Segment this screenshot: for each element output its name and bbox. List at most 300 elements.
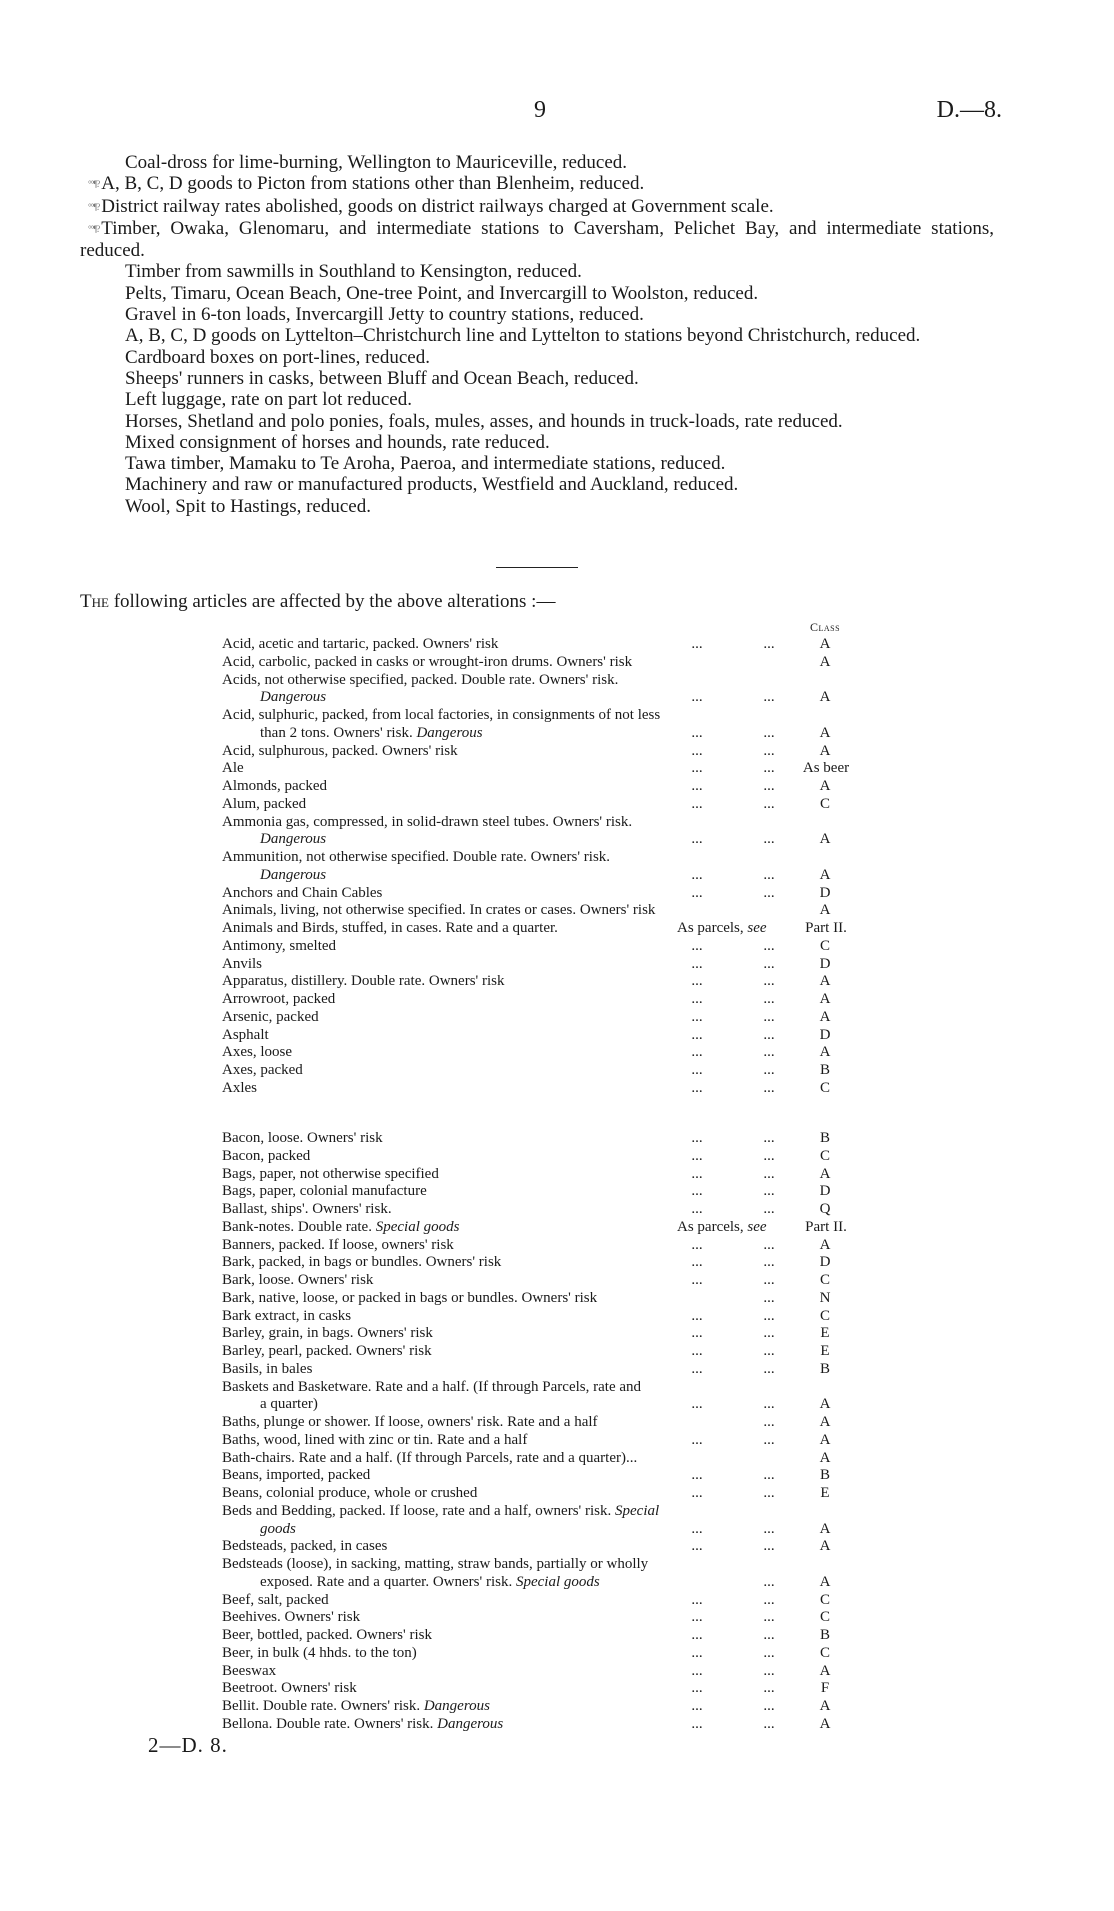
article-text: Acid, sulphurous, packed. Owners' risk (222, 742, 458, 759)
class-value: C (819, 937, 830, 954)
article-text: Dangerous (260, 866, 327, 883)
table-row (222, 760, 854, 778)
article-text: Bark extract, in casks (222, 1307, 352, 1324)
alteration-text: Timber from sawmills in Southland to Kensington, reduced. (125, 261, 582, 283)
article-text: Beehives. Owners' risk (222, 1609, 361, 1626)
article-text: Animals and Birds, stuffed, in cases. Rate and a quarter. (222, 920, 558, 936)
leader-dots: ... (691, 1236, 703, 1253)
class-value: F (820, 1680, 830, 1697)
article-text: Bacon, packed (222, 1147, 311, 1164)
article-name (222, 1716, 503, 1734)
leader-dots: ... (763, 1008, 775, 1025)
leader-dots: ... (691, 831, 703, 848)
alteration-item (80, 196, 994, 218)
class-value: C (819, 1079, 830, 1096)
table-row (222, 973, 854, 991)
leader-dots: ... (763, 1662, 775, 1679)
table-row (222, 867, 854, 885)
table-row (222, 725, 854, 743)
rate-note-see: see (747, 920, 767, 936)
alteration-item (80, 347, 994, 368)
article-text: Bank-notes. Double rate. (222, 1218, 372, 1235)
alteration-text: Left luggage, rate on part lot reduced. (125, 389, 412, 411)
table-row (222, 849, 854, 867)
article-name (222, 991, 335, 1009)
rate-note-text: As parcels, (677, 1218, 744, 1235)
leader-dots: ... (691, 884, 703, 901)
leader-dots: ... (763, 1289, 775, 1306)
table-row (222, 1467, 854, 1485)
leader-dots: ... (691, 1644, 703, 1661)
alteration-text: Tawa timber, Mamaku to Te Aroha, Paeroa, and intermediate stations, reduced. (125, 453, 726, 475)
class-value: C (819, 795, 830, 812)
table-row (222, 1237, 854, 1255)
leader-dots: ... (691, 1485, 703, 1501)
table-row (222, 902, 854, 920)
article-name (222, 760, 244, 778)
class-value: C (819, 1591, 830, 1608)
alteration-text: Mixed consignment of horses and hounds, rate reduced. (125, 431, 550, 453)
table-row (222, 1574, 854, 1592)
leader-dots: ... (763, 1538, 775, 1555)
margin-flag: °°¶? (88, 223, 100, 234)
leader-dots: ... (691, 1044, 703, 1061)
leader-dots: ... (691, 937, 703, 954)
table-row (222, 831, 854, 849)
table-row (222, 1680, 854, 1698)
article-text: Basils, in bales (222, 1360, 313, 1377)
article-name (222, 672, 618, 690)
alteration-text: Coal-dross for lime-burning, Wellington to Mauriceville, reduced. (125, 152, 628, 173)
rate-note (677, 920, 767, 938)
class-value: B (819, 1360, 830, 1377)
table-row (222, 1627, 854, 1645)
class-value: Part II. (805, 1218, 847, 1235)
article-text: Acid, carbolic, packed in casks or wrought-iron drums. Owners' risk (222, 653, 633, 670)
leader-dots: ... (763, 1325, 775, 1342)
class-value: As beer (802, 760, 850, 777)
intro-text: following articles are affected by the above alterations :— (113, 591, 556, 612)
class-value: E (820, 1325, 830, 1342)
article-name (222, 920, 558, 938)
article-text: Beef, salt, packed (222, 1591, 329, 1608)
article-italic-note: Dangerous (437, 1715, 504, 1732)
article-name (222, 1698, 490, 1716)
leader-dots: ... (691, 1008, 703, 1025)
rate-note-text: As parcels, (677, 920, 744, 936)
alteration-text: Pelts, Timaru, Ocean Beach, One-tree Point, and Invercargill to Woolston, reduced. (125, 282, 759, 304)
rate-note (677, 1219, 767, 1237)
article-text: Alum, packed (222, 795, 307, 812)
leader-dots: ... (763, 1715, 775, 1732)
alteration-text: A, B, C, D goods on Lyttelton–Christchurch line and Lyttelton to stations beyond Christchurch, reduced. (125, 325, 921, 347)
article-name (222, 973, 505, 991)
leader-dots: ... (763, 1360, 775, 1377)
article-text: Bacon, loose. Owners' risk (222, 1130, 383, 1146)
article-name (222, 902, 655, 920)
leader-dots: ... (763, 831, 775, 848)
class-value: A (819, 1662, 831, 1679)
article-text: Banners, packed. If loose, owners' risk (222, 1236, 454, 1253)
leader-dots: ... (691, 1698, 703, 1714)
class-value: Part II. (805, 920, 847, 936)
intro-lead: The (80, 591, 109, 612)
article-name (222, 1201, 392, 1219)
leader-dots: ... (763, 1698, 775, 1714)
table-row (222, 1361, 854, 1379)
table-row (222, 1379, 854, 1397)
class-value: B (819, 1627, 830, 1643)
table-row (222, 1062, 854, 1080)
class-value: D (819, 1254, 831, 1271)
article-name (222, 1062, 303, 1080)
leader-dots: ... (691, 795, 703, 812)
class-value: A (819, 1165, 831, 1182)
leader-dots: ... (691, 1165, 703, 1182)
article-text: Anchors and Chain Cables (222, 884, 383, 901)
alteration-item (80, 474, 994, 495)
article-name (260, 831, 326, 849)
table-row (222, 1485, 854, 1503)
class-value: B (819, 1467, 830, 1484)
leader-dots: ... (763, 1307, 775, 1324)
table-row (222, 1166, 854, 1184)
leader-dots: ... (763, 1627, 775, 1643)
article-text: Beans, colonial produce, whole or crushed (222, 1485, 478, 1501)
leader-dots: ... (691, 724, 703, 741)
table-row (222, 1538, 854, 1556)
leader-dots: ... (763, 1236, 775, 1253)
table-row (222, 796, 854, 814)
article-name (222, 636, 498, 654)
leader-dots: ... (691, 1254, 703, 1271)
article-text: Beds and Bedding, packed. If loose, rate and a half, owners' risk. (222, 1502, 612, 1519)
leader-dots: ... (691, 1307, 703, 1324)
alteration-item (80, 411, 994, 432)
article-text: Antimony, smelted (222, 937, 337, 954)
table-row (222, 1027, 854, 1045)
leader-dots: ... (691, 991, 703, 1007)
table-row (222, 1290, 854, 1308)
article-name (222, 1503, 659, 1521)
leader-dots: ... (763, 1609, 775, 1626)
margin-flag: °°¶? (88, 201, 100, 212)
article-name (222, 1361, 312, 1379)
class-value: A (819, 973, 831, 990)
article-text: Arsenic, packed (222, 1008, 319, 1025)
article-text: Bedsteads (loose), in sacking, matting, straw bands, partially or wholly (222, 1556, 649, 1572)
article-name (222, 1538, 387, 1556)
class-column-header: Class (809, 620, 841, 634)
article-name (222, 1592, 329, 1610)
table-row (222, 1414, 854, 1432)
class-value: A (819, 866, 831, 883)
article-text: Beeswax (222, 1662, 277, 1679)
article-text: Dangerous (260, 689, 327, 706)
leader-dots: ... (691, 1591, 703, 1608)
class-value: A (819, 778, 831, 794)
alteration-text: Wool, Spit to Hastings, reduced. (125, 495, 371, 517)
leader-dots: ... (763, 1130, 775, 1146)
table-row (222, 1503, 854, 1521)
article-name (222, 885, 382, 903)
alteration-item (80, 453, 994, 474)
article-text: Baths, wood, lined with zinc or tin. Rate and a half (222, 1431, 528, 1448)
leader-dots: ... (691, 1183, 703, 1200)
alteration-item (80, 325, 994, 346)
leader-dots: ... (763, 1573, 775, 1590)
leader-dots: ... (691, 1343, 703, 1359)
alteration-text: District railway rates abolished, goods on district railways charged at Government scale. (101, 195, 774, 217)
leader-dots: ... (763, 991, 775, 1007)
leader-dots: ... (763, 1396, 775, 1413)
article-text: Asphalt (222, 1026, 269, 1043)
leader-dots: ... (763, 1644, 775, 1661)
article-name (222, 1325, 433, 1343)
article-text: Bellona. Double rate. Owners' risk. (222, 1715, 434, 1732)
class-value: N (819, 1289, 831, 1306)
article-name (222, 849, 610, 867)
class-value: A (819, 1715, 831, 1732)
margin-flag: °°¶? (88, 179, 100, 190)
leader-dots: ... (763, 1467, 775, 1484)
article-text: Axes, packed (222, 1062, 303, 1078)
table-row (222, 1556, 854, 1574)
leader-dots: ... (763, 1183, 775, 1200)
article-name (222, 1609, 360, 1627)
article-italic-note: Dangerous (423, 1698, 490, 1714)
class-value: A (819, 1573, 831, 1590)
table-row (222, 1183, 854, 1201)
article-name (260, 1396, 318, 1414)
class-value: C (819, 1272, 830, 1288)
leader-dots: ... (691, 866, 703, 883)
class-value: A (819, 1044, 831, 1061)
article-text: Beetroot. Owners' risk (222, 1680, 357, 1697)
leader-dots: ... (763, 742, 775, 759)
table-row (222, 1219, 854, 1237)
article-name (222, 1663, 276, 1681)
table-row (222, 920, 854, 938)
article-name (222, 654, 632, 672)
table-row (222, 1716, 854, 1734)
article-name (260, 1521, 296, 1539)
table-row (222, 672, 854, 690)
leader-dots: ... (763, 1079, 775, 1096)
leader-dots: ... (691, 760, 703, 777)
class-value: D (819, 1183, 831, 1200)
class-value: E (820, 1343, 830, 1359)
article-text: Barley, grain, in bags. Owners' risk (222, 1325, 433, 1342)
class-value: A (819, 902, 831, 919)
leader-dots: ... (691, 1627, 703, 1643)
leader-dots: ... (763, 1591, 775, 1608)
leader-dots: ... (763, 1044, 775, 1061)
article-text: Bark, loose. Owners' risk (222, 1272, 374, 1288)
page-number: 9 (534, 97, 546, 123)
table-row (222, 1432, 854, 1450)
document-reference: D.—8. (936, 97, 1002, 123)
article-name (222, 1080, 257, 1098)
article-text: Ammonia gas, compressed, in solid-drawn steel tubes. Owners' risk. (222, 813, 633, 830)
leader-dots: ... (763, 1026, 775, 1043)
table-row (222, 1396, 854, 1414)
table-row (222, 1308, 854, 1326)
article-name (222, 814, 632, 832)
table-row (222, 1130, 854, 1148)
alteration-item (80, 218, 994, 262)
leader-dots: ... (691, 1026, 703, 1043)
table-row (222, 1343, 854, 1361)
article-name (222, 743, 458, 761)
article-name (222, 1183, 427, 1201)
table-row (222, 938, 854, 956)
article-text: Beans, imported, packed (222, 1467, 371, 1484)
leader-dots: ... (763, 1147, 775, 1164)
table-row (222, 1609, 854, 1627)
table-row (222, 778, 854, 796)
table-row (222, 1325, 854, 1343)
article-name (222, 1343, 432, 1361)
class-value: D (819, 955, 831, 972)
leader-dots: ... (691, 636, 703, 652)
alteration-item (80, 173, 994, 195)
table-row (222, 1698, 854, 1716)
leader-dots: ... (691, 1360, 703, 1377)
alteration-item (80, 304, 994, 325)
table-row (222, 991, 854, 1009)
leader-dots: ... (763, 1343, 775, 1359)
class-value: A (819, 1449, 831, 1466)
leader-dots: ... (763, 795, 775, 812)
leader-dots: ... (691, 1431, 703, 1448)
alteration-text: Timber, Owaka, Glenomaru, and intermediate stations to Caversham, Pelichet Bay, and intermediate stations, reduced. (80, 217, 994, 262)
article-name (222, 1414, 598, 1432)
article-text: Ballast, ships'. Owners' risk. (222, 1201, 392, 1217)
article-text: Ale (222, 760, 244, 777)
leader-dots: ... (763, 724, 775, 741)
class-value: D (819, 884, 831, 901)
leader-dots: ... (763, 1201, 775, 1217)
article-text: Beer, bottled, packed. Owners' risk (222, 1627, 432, 1643)
class-value: A (819, 1538, 831, 1555)
article-text: a quarter) (260, 1396, 318, 1413)
class-value: A (819, 1431, 831, 1448)
article-name (222, 1379, 641, 1397)
table-row (222, 1272, 854, 1290)
leader-dots: ... (691, 1396, 703, 1413)
article-name (222, 778, 327, 796)
leader-dots: ... (691, 1325, 703, 1342)
class-value: A (819, 1008, 831, 1025)
table-row (222, 814, 854, 832)
sheet-signature: 2—D. 8. (148, 1733, 228, 1757)
article-text: Apparatus, distillery. Double rate. Owners' risk (222, 973, 505, 990)
leader-dots: ... (763, 937, 775, 954)
article-name (222, 796, 306, 814)
table-row (222, 1521, 854, 1539)
table-row (222, 1148, 854, 1166)
articles-table-b (222, 1130, 854, 1734)
class-value: A (819, 653, 831, 670)
leader-dots: ... (691, 1662, 703, 1679)
leader-dots: ... (691, 1680, 703, 1697)
class-value: A (819, 1396, 831, 1413)
table-row (222, 743, 854, 761)
article-name (222, 1254, 501, 1272)
article-name (222, 1467, 370, 1485)
table-row (222, 654, 854, 672)
article-text: goods (260, 1520, 296, 1537)
rate-note-see: see (747, 1218, 767, 1235)
article-text: Acids, not otherwise specified, packed. Double rate. Owners' risk. (222, 671, 619, 688)
article-name (222, 1308, 351, 1326)
table-row (222, 636, 854, 654)
article-name (222, 1130, 383, 1148)
alteration-item (80, 261, 994, 282)
article-text: Animals, living, not otherwise specified. In crates or cases. Owners' risk (222, 902, 656, 919)
alteration-item (80, 389, 994, 410)
article-text: Arrowroot, packed (222, 991, 336, 1007)
table-row (222, 1080, 854, 1098)
class-value: A (819, 1236, 831, 1253)
article-text: Bath-chairs. Rate and a half. (If through Parcels, rate and a quarter)... (222, 1449, 638, 1466)
leader-dots: ... (691, 1520, 703, 1537)
article-name (222, 1485, 477, 1503)
article-name (222, 1219, 459, 1237)
leader-dots: ... (763, 1062, 775, 1078)
table-row (222, 1663, 854, 1681)
leader-dots: ... (763, 1485, 775, 1501)
leader-dots: ... (691, 1147, 703, 1164)
article-text: Baths, plunge or shower. If loose, owners' risk. Rate and a half (222, 1414, 598, 1430)
class-value: A (819, 831, 831, 848)
leader-dots: ... (691, 1272, 703, 1288)
leader-dots: ... (763, 884, 775, 901)
leader-dots: ... (691, 1538, 703, 1555)
article-text: Dangerous (260, 831, 327, 848)
table-row (222, 1009, 854, 1027)
table-row (222, 707, 854, 725)
article-name (260, 725, 483, 743)
article-text: Baskets and Basketware. Rate and a half. (If through Parcels, rate and (222, 1378, 642, 1395)
article-name (222, 1290, 597, 1308)
leader-dots: ... (763, 1431, 775, 1448)
leader-dots: ... (691, 1201, 703, 1217)
alteration-text: Horses, Shetland and polo ponies, foals, mules, asses, and hounds in truck-loads, rate reduced. (125, 410, 843, 432)
leader-dots: ... (763, 1272, 775, 1288)
leader-dots: ... (763, 636, 775, 652)
article-text: Bark, native, loose, or packed in bags or bundles. Owners' risk (222, 1289, 598, 1306)
article-italic-note: Special goods (375, 1218, 460, 1235)
class-value: C (819, 1609, 830, 1626)
alteration-text: Cardboard boxes on port-lines, reduced. (125, 346, 430, 368)
section-divider (496, 567, 578, 568)
article-name (222, 1556, 648, 1574)
article-text: Bags, paper, not otherwise specified (222, 1165, 439, 1182)
article-name (222, 938, 336, 956)
class-value: A (819, 742, 831, 759)
leader-dots: ... (691, 1130, 703, 1146)
class-value: D (819, 1026, 831, 1043)
article-text: Acid, sulphuric, packed, from local factories, in consignments of not less (222, 707, 661, 723)
article-name (222, 1432, 527, 1450)
article-name (222, 1272, 373, 1290)
article-name (222, 1680, 357, 1698)
table-row (222, 1450, 854, 1468)
leader-dots: ... (691, 742, 703, 759)
article-name (222, 1044, 292, 1062)
